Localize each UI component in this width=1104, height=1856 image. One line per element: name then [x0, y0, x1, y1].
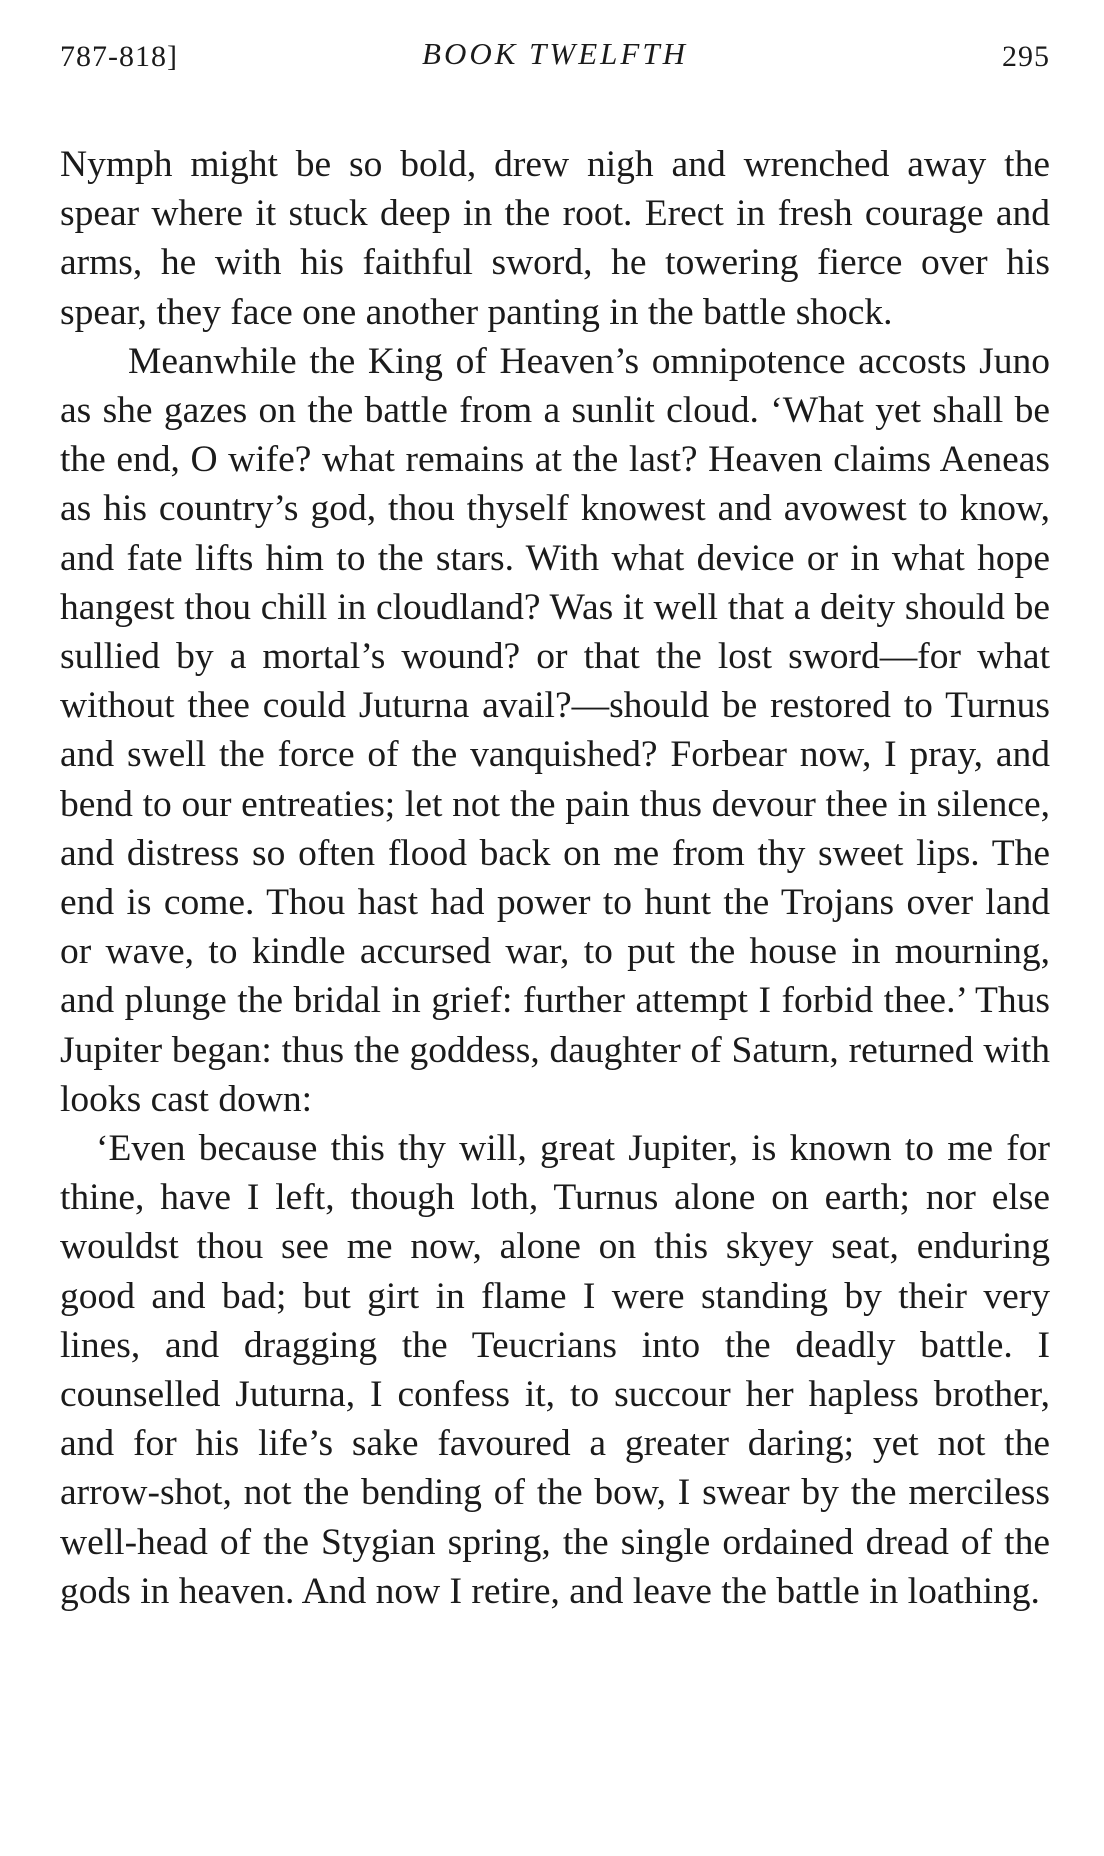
running-header [60, 30, 1050, 90]
paragraph: ‘Even because this thy will, great Jupiter, is known to me for thine, have I left, though loth, Turnus alone on earth; nor else wouldst thou see me now, alone on this skyey seat, enduring good and bad; but girt in flame I were standing by their very lines, and dragging the Teucrians into the deadly battle. I counselled Juturna, I confess it, to succour her hapless brother, and for his life’s sake favoured a greater daring; yet not the arrow-shot, not the bending of the bow, I swear by the merciless well-head of the Stygian spring, the single ordained dread of the gods in heaven. And now I retire, and leave the battle in loathing. [60, 1128, 1050, 1612]
page-body [60, 140, 1050, 1616]
page-number: 295 [1002, 40, 1050, 73]
book-page [60, 30, 1050, 1616]
paragraph: Meanwhile the King of Heaven’s omnipotence accosts Juno as she gazes on the battle from a sunlit cloud. ‘What yet shall be the end, O wife? what remains at the last? Heaven claims Aeneas as his country’s god, thou thyself knowest and avowest to know, and fate lifts him to the stars. With what device or in what hope hangest thou chill in cloudland? Was it well that a deity should be sullied by a mortal’s wound? or that the lost sword—for what without thee could Juturna avail?—should be restored to Turnus and swell the force of the vanquished? Forbear now, I pray, and bend to our entreaties; let not the pain thus devour thee in silence, and distress so often flood back on me from thy sweet lips. The end is come. Thou hast had power to hunt the Trojans over land or wave, to kindle accursed war, to put the house in mourning, and plunge the bridal in grief: further attempt I forbid thee.’ Thus Jupiter began: thus the goddess, daughter of Saturn, returned with looks cast down: [60, 340, 1050, 1120]
line-range: 787-818] [60, 40, 178, 73]
book-title: BOOK TWELFTH [422, 36, 688, 71]
paragraph-continued: Nymph might be so bold, drew nigh and wrenched away the spear where it stuck deep in the root. Erect in fresh courage and arms, he with his faithful sword, he towering fierce over his spear, they face one another panting in the battle shock. [60, 144, 1050, 333]
